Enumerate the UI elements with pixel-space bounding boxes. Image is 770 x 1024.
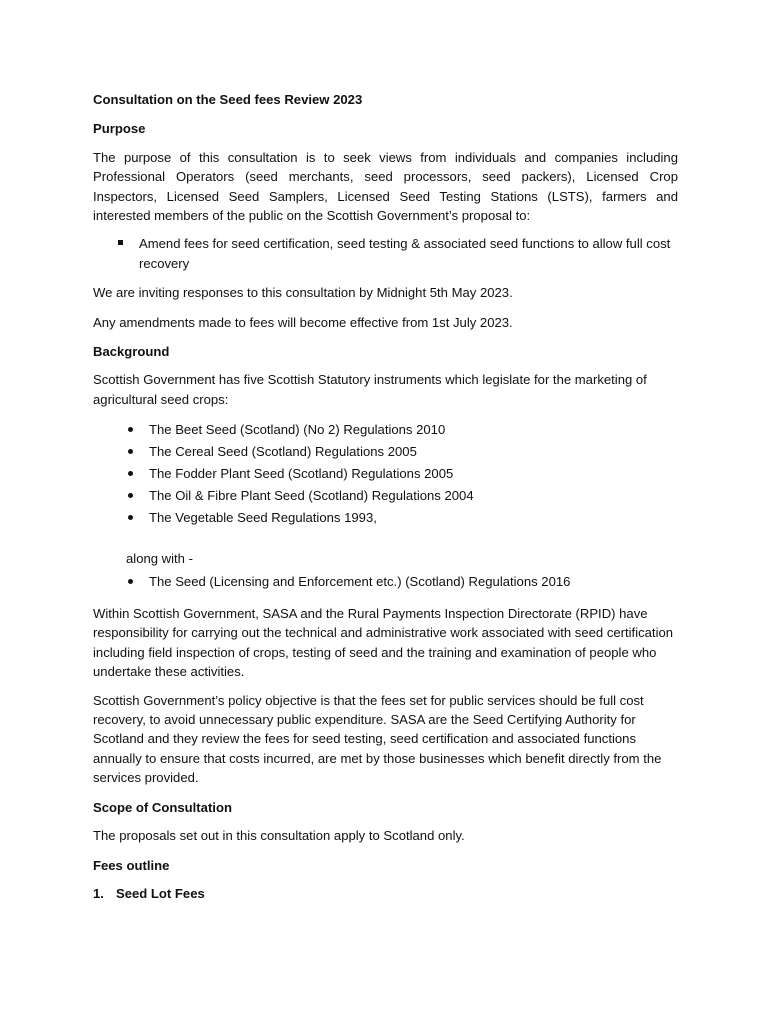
- sasa-paragraph: Within Scottish Government, SASA and the Rural Payments Inspection Directorate (RPID) have responsibility for carrying out the technical and administrative work associated with seed certification including field inspection of crops, testing of seed and the training and examination of people who undertake these activities.: [93, 606, 674, 680]
- background-heading: Background: [93, 344, 170, 360]
- bullet-dot-icon: [128, 471, 133, 476]
- responses-deadline-text: We are inviting responses to this consultation by Midnight 5th May 2023.: [93, 285, 513, 301]
- regulation-item: [93, 572, 678, 594]
- fees-item-label: Seed Lot Fees: [116, 885, 205, 901]
- regulation-text: The Fodder Plant Seed (Scotland) Regulations 2005: [149, 466, 454, 482]
- regulation-item: [93, 464, 678, 486]
- regulation-text: The Beet Seed (Scotland) (No 2) Regulations 2010: [149, 422, 446, 438]
- bullet-dot-icon: [128, 493, 133, 498]
- bullet-dot-icon: [128, 579, 133, 584]
- document-title: Consultation on the Seed fees Review 2023: [93, 92, 363, 107]
- document-page: [93, 90, 678, 903]
- purpose-bullet-list: [93, 234, 678, 273]
- scope-paragraph: The proposals set out in this consultation apply to Scotland only.: [93, 828, 465, 844]
- amendments-effective-text: Any amendments made to fees will become effective from 1st July 2023.: [93, 314, 513, 330]
- bullet-dot-icon: [128, 515, 133, 520]
- purpose-paragraph: The purpose of this consultation is to seek views from individuals and companies including Professional Operators (seed merchants, seed processors, seed packers), Licensed Crop Inspectors, Licensed Seed Samplers, Licensed Seed Testing Stations (LSTS), farmers and interested members of the public on the Scottish Government’s proposal to:: [93, 149, 678, 224]
- regulation-item: [93, 420, 678, 442]
- purpose-bullet-text: Amend fees for seed certification, seed testing & associated seed functions to allow full cost recovery: [139, 236, 671, 271]
- along-with-text: along with -: [126, 550, 193, 566]
- regulation-text: The Oil & Fibre Plant Seed (Scotland) Regulations 2004: [149, 487, 474, 503]
- regulation-text: The Vegetable Seed Regulations 1993,: [149, 509, 377, 525]
- purpose-heading: Purpose: [93, 121, 146, 137]
- fees-list-item: [93, 884, 678, 903]
- scope-heading: Scope of Consultation: [93, 799, 232, 815]
- fees-item-number: 1.: [93, 885, 104, 901]
- regulation-text: The Cereal Seed (Scotland) Regulations 2005: [149, 444, 417, 460]
- extra-regulations-list: [93, 572, 678, 594]
- regulation-item: [93, 442, 678, 464]
- regulation-item: [93, 486, 678, 508]
- square-bullet-icon: [118, 240, 123, 245]
- regulations-list: [93, 420, 678, 529]
- policy-paragraph: Scottish Government’s policy objective is that the fees set for public services should be full cost recovery, to avoid unnecessary public expenditure. SASA are the Seed Certifying Authority for Scotland and they review the fees for seed testing, seed certification and associated functions annually to ensure that costs incurred, are met by those businesses which benefit directly from the services provided.: [93, 692, 662, 786]
- regulation-item: [93, 508, 678, 530]
- fees-list: [93, 884, 678, 903]
- purpose-bullet-item: [93, 234, 678, 273]
- bullet-dot-icon: [128, 427, 133, 432]
- fees-heading: Fees outline: [93, 857, 170, 873]
- bullet-dot-icon: [128, 449, 133, 454]
- background-paragraph: Scottish Government has five Scottish Statutory instruments which legislate for the marketing of agricultural seed crops:: [93, 372, 647, 407]
- regulation-text: The Seed (Licensing and Enforcement etc.) (Scotland) Regulations 2016: [149, 574, 571, 590]
